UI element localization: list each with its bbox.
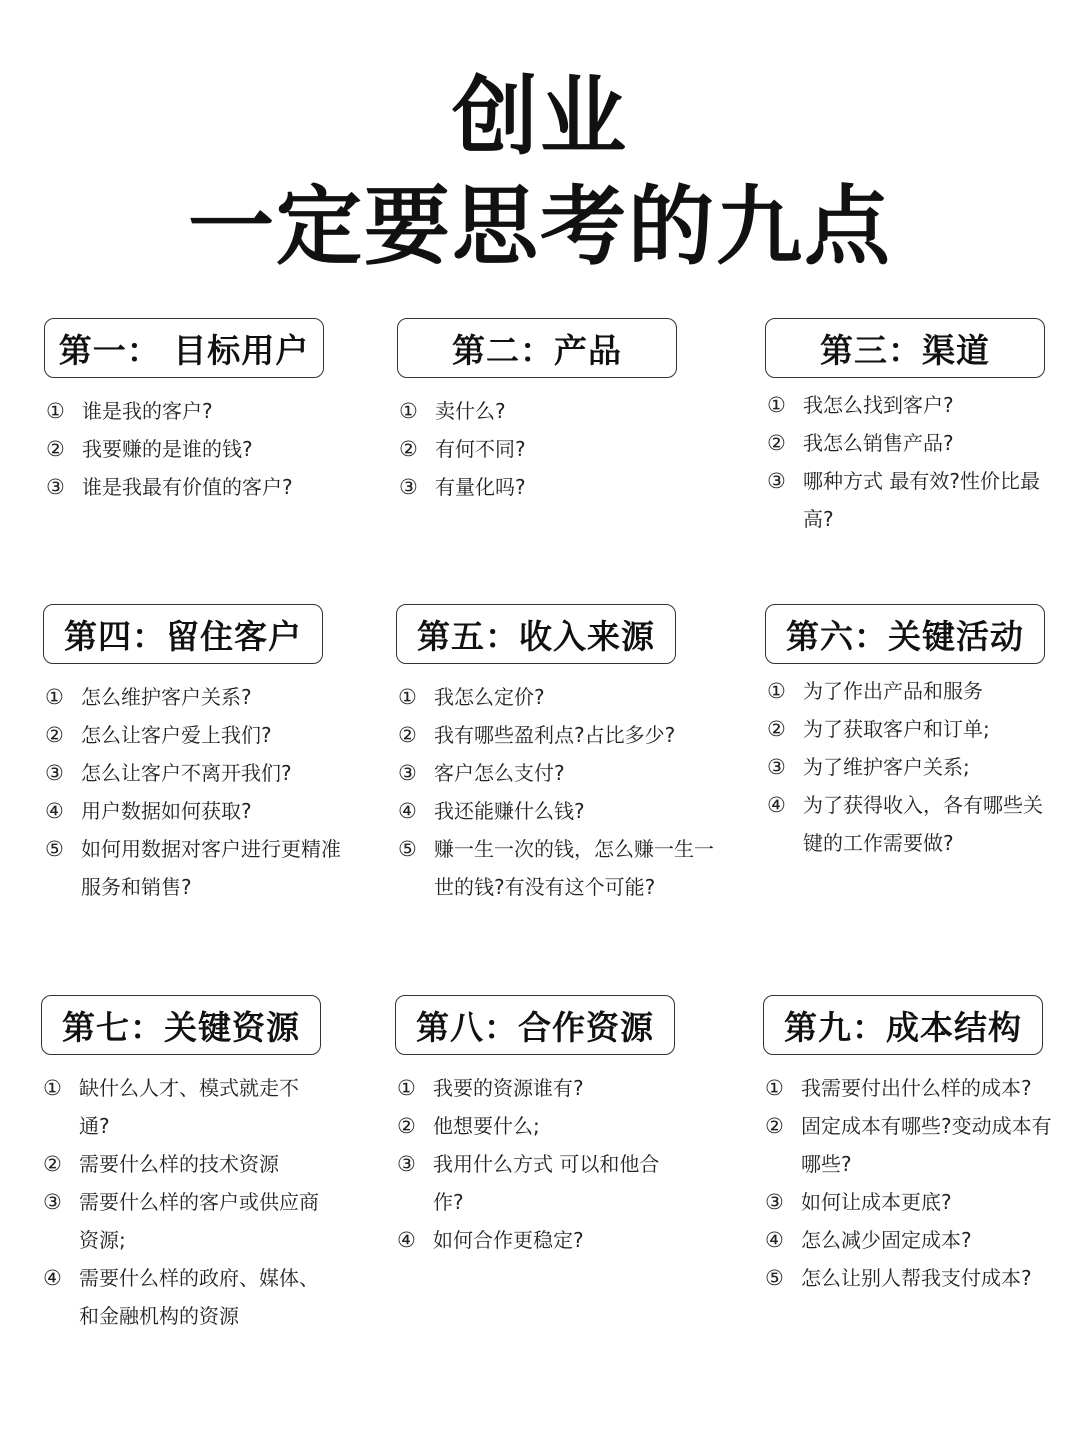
- list-item: [41, 1145, 323, 1183]
- list-text: 怎么维护客户关系?: [81, 685, 252, 709]
- list-item: [763, 1183, 1055, 1221]
- question-list: [763, 1069, 1055, 1297]
- list-text: 有何不同?: [435, 437, 526, 461]
- question-list: [765, 386, 1055, 538]
- list-number: ③: [45, 761, 64, 785]
- list-text: 我怎么找到客户?: [803, 393, 954, 417]
- list-text: 谁是我最有价值的客户?: [82, 475, 293, 499]
- list-item: [41, 1069, 323, 1145]
- page-subtitle: 一定要思考的九点: [188, 177, 892, 277]
- list-item: [765, 710, 1055, 748]
- section-key-resources: [41, 995, 323, 1335]
- list-number: ⑤: [45, 837, 64, 861]
- section-cost-structure: [763, 995, 1055, 1297]
- list-text: 我有哪些盈利点?占比多少?: [434, 723, 676, 747]
- question-list: [765, 672, 1055, 862]
- list-text: 怎么减少固定成本?: [801, 1228, 972, 1252]
- section-heading: 第八：合作资源: [395, 995, 675, 1055]
- list-number: ②: [46, 437, 65, 461]
- section-key-activities: [765, 604, 1055, 862]
- list-item: [396, 792, 714, 830]
- list-number: ①: [46, 399, 65, 423]
- list-item: [765, 672, 1055, 710]
- list-text: 需要什么样的客户或供应商资源;: [79, 1190, 319, 1252]
- list-item: [395, 1069, 685, 1107]
- section-revenue-sources: [396, 604, 714, 906]
- list-text: 为了维护客户关系;: [803, 755, 970, 779]
- question-list: [397, 392, 727, 506]
- list-text: 我用什么方式 可以和他合作?: [433, 1152, 660, 1214]
- list-number: ②: [767, 717, 786, 741]
- question-list: [395, 1069, 685, 1259]
- section-heading: 第七：关键资源: [41, 995, 321, 1055]
- list-item: [43, 716, 343, 754]
- list-number: ④: [767, 793, 786, 817]
- list-item: [396, 830, 714, 906]
- list-number: ②: [45, 723, 64, 747]
- list-number: ④: [397, 1228, 416, 1252]
- list-item: [395, 1145, 685, 1221]
- section-target-users: [44, 318, 374, 506]
- list-text: 固定成本有哪些?变动成本有哪些?: [801, 1114, 1052, 1176]
- list-text: 需要什么样的政府、媒体、和金融机构的资源: [79, 1266, 319, 1328]
- list-text: 缺什么人才、模式就走不通?: [79, 1076, 299, 1138]
- list-item: [763, 1107, 1055, 1183]
- list-item: [397, 468, 727, 506]
- list-text: 谁是我的客户?: [82, 399, 213, 423]
- list-number: ③: [767, 755, 786, 779]
- list-number: ②: [767, 431, 786, 455]
- list-number: ③: [398, 761, 417, 785]
- section-heading: 第五：收入来源: [396, 604, 676, 664]
- list-number: ②: [397, 1114, 416, 1138]
- page-title: 创业: [452, 67, 628, 167]
- list-item: [763, 1259, 1055, 1297]
- list-number: ②: [765, 1114, 784, 1138]
- section-heading: 第六：关键活动: [765, 604, 1045, 664]
- list-item: [44, 468, 374, 506]
- list-text: 如何合作更稳定?: [433, 1228, 584, 1252]
- list-number: ①: [45, 685, 64, 709]
- section-heading: 第四：留住客户: [43, 604, 323, 664]
- list-item: [43, 678, 343, 716]
- list-item: [765, 424, 1055, 462]
- list-text: 我要赚的是谁的钱?: [82, 437, 253, 461]
- list-text: 为了获取客户和订单;: [803, 717, 990, 741]
- list-number: ④: [43, 1266, 62, 1290]
- list-item: [765, 786, 1055, 862]
- list-item: [397, 392, 727, 430]
- section-product: [397, 318, 727, 506]
- list-number: ③: [46, 475, 65, 499]
- list-item: [43, 792, 343, 830]
- list-number: ④: [45, 799, 64, 823]
- section-heading: 第三：渠道: [765, 318, 1045, 378]
- list-text: 他想要什么;: [433, 1114, 540, 1138]
- section-partner-resources: [395, 995, 685, 1259]
- list-number: ④: [398, 799, 417, 823]
- list-item: [396, 754, 714, 792]
- list-number: ③: [43, 1190, 62, 1214]
- list-item: [765, 462, 1055, 538]
- list-number: ②: [399, 437, 418, 461]
- section-retain-customers: [43, 604, 343, 906]
- list-text: 需要什么样的技术资源: [79, 1152, 279, 1176]
- list-item: [765, 748, 1055, 786]
- list-text: 为了作出产品和服务: [803, 679, 983, 703]
- section-heading: 第二：产品: [397, 318, 677, 378]
- list-text: 如何让成本更底?: [801, 1190, 952, 1214]
- list-item: [396, 716, 714, 754]
- list-item: [43, 754, 343, 792]
- list-item: [763, 1069, 1055, 1107]
- list-number: ②: [398, 723, 417, 747]
- section-channel: [765, 318, 1055, 538]
- list-text: 有量化吗?: [435, 475, 526, 499]
- question-list: [43, 678, 343, 906]
- list-text: 哪种方式 最有效?性价比最高?: [803, 469, 1040, 531]
- list-number: ③: [765, 1190, 784, 1214]
- list-item: [41, 1259, 323, 1335]
- list-number: ①: [398, 685, 417, 709]
- list-number: ⑤: [765, 1266, 784, 1290]
- section-heading: 第一： 目标用户: [44, 318, 324, 378]
- section-heading: 第九：成本结构: [763, 995, 1043, 1055]
- list-item: [395, 1107, 685, 1145]
- list-number: ③: [399, 475, 418, 499]
- list-text: 卖什么?: [435, 399, 506, 423]
- list-number: ④: [765, 1228, 784, 1252]
- list-number: ①: [767, 679, 786, 703]
- list-text: 用户数据如何获取?: [81, 799, 252, 823]
- list-text: 我怎么定价?: [434, 685, 545, 709]
- list-text: 我要的资源谁有?: [433, 1076, 584, 1100]
- question-list: [44, 392, 374, 506]
- list-number: ①: [767, 393, 786, 417]
- list-text: 客户怎么支付?: [434, 761, 565, 785]
- list-text: 怎么让别人帮我支付成本?: [801, 1266, 1032, 1290]
- list-text: 怎么让客户爱上我们?: [81, 723, 272, 747]
- list-item: [396, 678, 714, 716]
- list-text: 我怎么销售产品?: [803, 431, 954, 455]
- list-number: ②: [43, 1152, 62, 1176]
- list-text: 怎么让客户不离开我们?: [81, 761, 292, 785]
- list-number: ③: [397, 1152, 416, 1176]
- list-text: 为了获得收入，各有哪些关键的工作需要做?: [803, 793, 1043, 855]
- list-text: 赚一生一次的钱，怎么赚一生一世的钱?有没有这个可能?: [434, 837, 714, 899]
- list-item: [395, 1221, 685, 1259]
- list-item: [44, 392, 374, 430]
- list-number: ①: [397, 1076, 416, 1100]
- list-text: 如何用数据对客户进行更精准服务和销售?: [81, 837, 341, 899]
- list-item: [397, 430, 727, 468]
- list-number: ①: [43, 1076, 62, 1100]
- list-item: [44, 430, 374, 468]
- list-item: [43, 830, 343, 906]
- list-number: ①: [765, 1076, 784, 1100]
- list-item: [763, 1221, 1055, 1259]
- list-number: ①: [399, 399, 418, 423]
- list-number: ③: [767, 469, 786, 493]
- list-text: 我需要付出什么样的成本?: [801, 1076, 1032, 1100]
- question-list: [41, 1069, 323, 1335]
- list-item: [41, 1183, 323, 1259]
- list-item: [765, 386, 1055, 424]
- question-list: [396, 678, 714, 906]
- list-text: 我还能赚什么钱?: [434, 799, 585, 823]
- list-number: ⑤: [398, 837, 417, 861]
